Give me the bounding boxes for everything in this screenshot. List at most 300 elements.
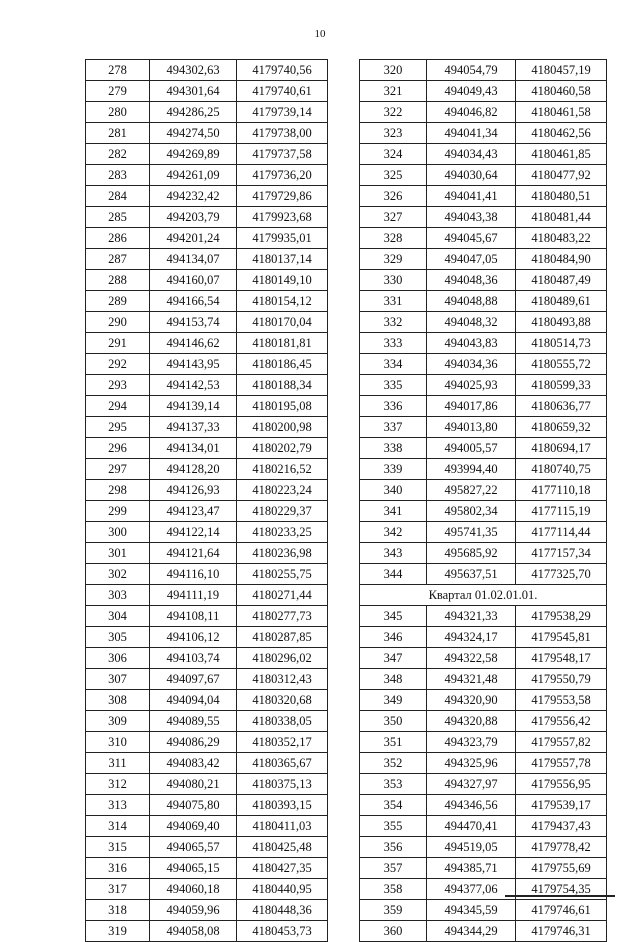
point-number: 310 xyxy=(86,732,150,753)
point-number: 357 xyxy=(360,858,427,879)
x-coordinate: 494123,47 xyxy=(150,501,237,522)
table-row xyxy=(86,144,328,165)
x-coordinate: 494322,58 xyxy=(427,648,516,669)
y-coordinate: 4180555,72 xyxy=(516,354,607,375)
table-row xyxy=(86,543,328,564)
y-coordinate: 4179553,58 xyxy=(516,690,607,711)
x-coordinate: 494327,97 xyxy=(427,774,516,795)
table-row xyxy=(360,753,607,774)
table-row xyxy=(86,81,328,102)
y-coordinate: 4180453,73 xyxy=(237,921,328,942)
x-coordinate: 494017,86 xyxy=(427,396,516,417)
table-row xyxy=(86,564,328,585)
x-coordinate: 494286,25 xyxy=(150,102,237,123)
table-row xyxy=(86,606,328,627)
x-coordinate: 494030,64 xyxy=(427,165,516,186)
table-row xyxy=(360,228,607,249)
point-number: 284 xyxy=(86,186,150,207)
x-coordinate: 494146,62 xyxy=(150,333,237,354)
table-row xyxy=(360,648,607,669)
y-coordinate: 4180277,73 xyxy=(237,606,328,627)
table-row xyxy=(86,732,328,753)
point-number: 306 xyxy=(86,648,150,669)
y-coordinate: 4177157,34 xyxy=(516,543,607,564)
point-number: 315 xyxy=(86,837,150,858)
y-coordinate: 4180740,75 xyxy=(516,459,607,480)
table-row xyxy=(86,501,328,522)
table-row xyxy=(360,816,607,837)
table-row xyxy=(360,669,607,690)
point-number: 311 xyxy=(86,753,150,774)
y-coordinate: 4180480,51 xyxy=(516,186,607,207)
x-coordinate: 494041,41 xyxy=(427,186,516,207)
point-number: 279 xyxy=(86,81,150,102)
point-number: 316 xyxy=(86,858,150,879)
x-coordinate: 494048,32 xyxy=(427,312,516,333)
table-row xyxy=(86,900,328,921)
x-coordinate: 494128,20 xyxy=(150,459,237,480)
x-coordinate: 494470,41 xyxy=(427,816,516,837)
y-coordinate: 4179923,68 xyxy=(237,207,328,228)
point-number: 294 xyxy=(86,396,150,417)
point-number: 329 xyxy=(360,249,427,270)
point-number: 299 xyxy=(86,501,150,522)
x-coordinate: 495802,34 xyxy=(427,501,516,522)
x-coordinate: 494045,67 xyxy=(427,228,516,249)
x-coordinate: 495827,22 xyxy=(427,480,516,501)
y-coordinate: 4179746,31 xyxy=(516,921,607,942)
point-number: 353 xyxy=(360,774,427,795)
x-coordinate: 494058,08 xyxy=(150,921,237,942)
y-coordinate: 4180460,58 xyxy=(516,81,607,102)
point-number: 323 xyxy=(360,123,427,144)
table-row xyxy=(86,627,328,648)
table-row xyxy=(86,480,328,501)
point-number: 340 xyxy=(360,480,427,501)
section-heading-row xyxy=(360,585,607,606)
x-coordinate: 494324,17 xyxy=(427,627,516,648)
section-heading: Квартал 01.02.01.01. xyxy=(360,585,607,606)
y-coordinate: 4180427,35 xyxy=(237,858,328,879)
point-number: 331 xyxy=(360,291,427,312)
x-coordinate: 494013,80 xyxy=(427,417,516,438)
y-coordinate: 4180477,92 xyxy=(516,165,607,186)
point-number: 314 xyxy=(86,816,150,837)
x-coordinate: 494054,79 xyxy=(427,60,516,81)
x-coordinate: 494060,18 xyxy=(150,879,237,900)
x-coordinate: 494116,10 xyxy=(150,564,237,585)
y-coordinate: 4180694,17 xyxy=(516,438,607,459)
y-coordinate: 4180271,44 xyxy=(237,585,328,606)
table-row xyxy=(86,354,328,375)
table-row xyxy=(360,627,607,648)
table-row xyxy=(360,249,607,270)
y-coordinate: 4180375,13 xyxy=(237,774,328,795)
x-coordinate: 494269,89 xyxy=(150,144,237,165)
y-coordinate: 4180599,33 xyxy=(516,375,607,396)
y-coordinate: 4179737,58 xyxy=(237,144,328,165)
y-coordinate: 4179729,86 xyxy=(237,186,328,207)
point-number: 291 xyxy=(86,333,150,354)
table-row xyxy=(360,900,607,921)
point-number: 348 xyxy=(360,669,427,690)
y-coordinate: 4180487,49 xyxy=(516,270,607,291)
point-number: 281 xyxy=(86,123,150,144)
y-coordinate: 4180188,34 xyxy=(237,375,328,396)
point-number: 333 xyxy=(360,333,427,354)
y-coordinate: 4179538,29 xyxy=(516,606,607,627)
x-coordinate: 494041,34 xyxy=(427,123,516,144)
table-row xyxy=(86,921,328,942)
x-coordinate: 494232,42 xyxy=(150,186,237,207)
table-row xyxy=(86,816,328,837)
y-coordinate: 4179754,35 xyxy=(516,879,607,900)
table-row xyxy=(360,60,607,81)
x-coordinate: 494519,05 xyxy=(427,837,516,858)
point-number: 283 xyxy=(86,165,150,186)
x-coordinate: 494097,67 xyxy=(150,669,237,690)
y-coordinate: 4180170,04 xyxy=(237,312,328,333)
x-coordinate: 494049,43 xyxy=(427,81,516,102)
y-coordinate: 4180137,14 xyxy=(237,249,328,270)
table-row xyxy=(360,921,607,942)
y-coordinate: 4179539,17 xyxy=(516,795,607,816)
point-number: 285 xyxy=(86,207,150,228)
table-row xyxy=(86,417,328,438)
table-row xyxy=(86,669,328,690)
y-coordinate: 4180296,02 xyxy=(237,648,328,669)
point-number: 332 xyxy=(360,312,427,333)
table-row xyxy=(86,165,328,186)
x-coordinate: 493994,40 xyxy=(427,459,516,480)
point-number: 356 xyxy=(360,837,427,858)
x-coordinate: 494048,36 xyxy=(427,270,516,291)
table-row xyxy=(86,312,328,333)
point-number: 296 xyxy=(86,438,150,459)
y-coordinate: 4179740,61 xyxy=(237,81,328,102)
point-number: 343 xyxy=(360,543,427,564)
table-row xyxy=(360,333,607,354)
y-coordinate: 4179556,42 xyxy=(516,711,607,732)
table-row xyxy=(86,774,328,795)
x-coordinate: 494346,56 xyxy=(427,795,516,816)
y-coordinate: 4180481,44 xyxy=(516,207,607,228)
y-coordinate: 4180483,22 xyxy=(516,228,607,249)
x-coordinate: 494377,06 xyxy=(427,879,516,900)
y-coordinate: 4179556,95 xyxy=(516,774,607,795)
point-number: 358 xyxy=(360,879,427,900)
table-row xyxy=(86,123,328,144)
x-coordinate: 494201,24 xyxy=(150,228,237,249)
y-coordinate: 4180149,10 xyxy=(237,270,328,291)
table-row xyxy=(86,753,328,774)
point-number: 325 xyxy=(360,165,427,186)
x-coordinate: 495637,51 xyxy=(427,564,516,585)
point-number: 312 xyxy=(86,774,150,795)
x-coordinate: 494134,01 xyxy=(150,438,237,459)
y-coordinate: 4180255,75 xyxy=(237,564,328,585)
point-number: 290 xyxy=(86,312,150,333)
x-coordinate: 494134,07 xyxy=(150,249,237,270)
point-number: 298 xyxy=(86,480,150,501)
x-coordinate: 494385,71 xyxy=(427,858,516,879)
y-coordinate: 4180338,05 xyxy=(237,711,328,732)
y-coordinate: 4180493,88 xyxy=(516,312,607,333)
y-coordinate: 4179550,79 xyxy=(516,669,607,690)
point-number: 337 xyxy=(360,417,427,438)
point-number: 293 xyxy=(86,375,150,396)
point-number: 301 xyxy=(86,543,150,564)
coordinates-table-right-body xyxy=(360,60,607,585)
y-coordinate: 4177114,44 xyxy=(516,522,607,543)
page-number: 10 xyxy=(314,28,326,40)
section-heading-row-group xyxy=(360,585,607,606)
y-coordinate: 4180411,03 xyxy=(237,816,328,837)
point-number: 302 xyxy=(86,564,150,585)
point-number: 287 xyxy=(86,249,150,270)
y-coordinate: 4180461,58 xyxy=(516,102,607,123)
x-coordinate: 494261,09 xyxy=(150,165,237,186)
table-row xyxy=(360,606,607,627)
table-row xyxy=(360,102,607,123)
table-row xyxy=(360,81,607,102)
table-row xyxy=(360,375,607,396)
coordinates-table-left-body xyxy=(86,60,328,942)
table-row xyxy=(360,207,607,228)
x-coordinate: 494005,57 xyxy=(427,438,516,459)
x-coordinate: 494108,11 xyxy=(150,606,237,627)
table-row xyxy=(360,396,607,417)
y-coordinate: 4179935,01 xyxy=(237,228,328,249)
y-coordinate: 4179778,42 xyxy=(516,837,607,858)
y-coordinate: 4180236,98 xyxy=(237,543,328,564)
point-number: 355 xyxy=(360,816,427,837)
x-coordinate: 494048,88 xyxy=(427,291,516,312)
x-coordinate: 494302,63 xyxy=(150,60,237,81)
table-row xyxy=(360,711,607,732)
y-coordinate: 4179736,20 xyxy=(237,165,328,186)
table-row xyxy=(86,270,328,291)
x-coordinate: 494126,93 xyxy=(150,480,237,501)
point-number: 334 xyxy=(360,354,427,375)
point-number: 289 xyxy=(86,291,150,312)
x-coordinate: 494137,33 xyxy=(150,417,237,438)
y-coordinate: 4180393,15 xyxy=(237,795,328,816)
x-coordinate: 494325,96 xyxy=(427,753,516,774)
y-coordinate: 4180457,19 xyxy=(516,60,607,81)
y-coordinate: 4180448,36 xyxy=(237,900,328,921)
point-number: 282 xyxy=(86,144,150,165)
x-coordinate: 494323,79 xyxy=(427,732,516,753)
point-number: 319 xyxy=(86,921,150,942)
x-coordinate: 494065,57 xyxy=(150,837,237,858)
table-row xyxy=(360,186,607,207)
table-row xyxy=(360,564,607,585)
x-coordinate: 494143,95 xyxy=(150,354,237,375)
x-coordinate: 494203,79 xyxy=(150,207,237,228)
x-coordinate: 494139,14 xyxy=(150,396,237,417)
x-coordinate: 494320,90 xyxy=(427,690,516,711)
y-coordinate: 4180365,67 xyxy=(237,753,328,774)
x-coordinate: 494083,42 xyxy=(150,753,237,774)
x-coordinate: 494043,38 xyxy=(427,207,516,228)
y-coordinate: 4180287,85 xyxy=(237,627,328,648)
y-coordinate: 4180229,37 xyxy=(237,501,328,522)
point-number: 344 xyxy=(360,564,427,585)
point-number: 352 xyxy=(360,753,427,774)
y-coordinate: 4179740,56 xyxy=(237,60,328,81)
x-coordinate: 494103,74 xyxy=(150,648,237,669)
y-coordinate: 4180195,08 xyxy=(237,396,328,417)
table-row xyxy=(86,291,328,312)
y-coordinate: 4180216,52 xyxy=(237,459,328,480)
y-coordinate: 4180202,79 xyxy=(237,438,328,459)
point-number: 303 xyxy=(86,585,150,606)
point-number: 359 xyxy=(360,900,427,921)
x-coordinate: 494043,83 xyxy=(427,333,516,354)
x-coordinate: 494089,55 xyxy=(150,711,237,732)
table-row xyxy=(86,60,328,81)
x-coordinate: 494059,96 xyxy=(150,900,237,921)
x-coordinate: 494301,64 xyxy=(150,81,237,102)
x-coordinate: 494034,43 xyxy=(427,144,516,165)
y-coordinate: 4179739,14 xyxy=(237,102,328,123)
point-number: 317 xyxy=(86,879,150,900)
y-coordinate: 4180462,56 xyxy=(516,123,607,144)
y-coordinate: 4180200,98 xyxy=(237,417,328,438)
table-row xyxy=(86,102,328,123)
table-row xyxy=(86,648,328,669)
x-coordinate: 494320,88 xyxy=(427,711,516,732)
y-coordinate: 4180352,17 xyxy=(237,732,328,753)
point-number: 322 xyxy=(360,102,427,123)
point-number: 351 xyxy=(360,732,427,753)
point-number: 327 xyxy=(360,207,427,228)
x-coordinate: 495741,35 xyxy=(427,522,516,543)
table-row xyxy=(360,480,607,501)
x-coordinate: 494274,50 xyxy=(150,123,237,144)
table-row xyxy=(86,795,328,816)
point-number: 341 xyxy=(360,501,427,522)
x-coordinate: 494121,64 xyxy=(150,543,237,564)
x-coordinate: 494153,74 xyxy=(150,312,237,333)
point-number: 350 xyxy=(360,711,427,732)
point-number: 349 xyxy=(360,690,427,711)
coordinates-table-left xyxy=(85,59,328,942)
table-row xyxy=(360,795,607,816)
y-coordinate: 4180312,43 xyxy=(237,669,328,690)
point-number: 347 xyxy=(360,648,427,669)
point-number: 288 xyxy=(86,270,150,291)
table-row xyxy=(360,291,607,312)
x-coordinate: 494160,07 xyxy=(150,270,237,291)
x-coordinate: 494122,14 xyxy=(150,522,237,543)
table-row xyxy=(360,501,607,522)
table-row xyxy=(86,837,328,858)
point-number: 286 xyxy=(86,228,150,249)
table-row xyxy=(86,375,328,396)
y-coordinate: 4180320,68 xyxy=(237,690,328,711)
y-coordinate: 4180514,73 xyxy=(516,333,607,354)
point-number: 328 xyxy=(360,228,427,249)
x-coordinate: 494321,48 xyxy=(427,669,516,690)
point-number: 308 xyxy=(86,690,150,711)
x-coordinate: 494166,54 xyxy=(150,291,237,312)
point-number: 304 xyxy=(86,606,150,627)
y-coordinate: 4180181,81 xyxy=(237,333,328,354)
x-coordinate: 494047,05 xyxy=(427,249,516,270)
point-number: 307 xyxy=(86,669,150,690)
point-number: 335 xyxy=(360,375,427,396)
table-row xyxy=(360,165,607,186)
y-coordinate: 4179738,00 xyxy=(237,123,328,144)
table-row xyxy=(86,228,328,249)
point-number: 320 xyxy=(360,60,427,81)
table-row xyxy=(360,417,607,438)
y-coordinate: 4179545,81 xyxy=(516,627,607,648)
table-row xyxy=(86,858,328,879)
point-number: 300 xyxy=(86,522,150,543)
footer-divider xyxy=(505,895,615,897)
point-number: 292 xyxy=(86,354,150,375)
table-row xyxy=(86,879,328,900)
table-row xyxy=(86,396,328,417)
x-coordinate: 494345,59 xyxy=(427,900,516,921)
x-coordinate: 494069,40 xyxy=(150,816,237,837)
y-coordinate: 4179557,78 xyxy=(516,753,607,774)
x-coordinate: 494094,04 xyxy=(150,690,237,711)
table-row xyxy=(360,354,607,375)
point-number: 313 xyxy=(86,795,150,816)
y-coordinate: 4180489,61 xyxy=(516,291,607,312)
table-row xyxy=(86,585,328,606)
table-row xyxy=(360,459,607,480)
x-coordinate: 494142,53 xyxy=(150,375,237,396)
y-coordinate: 4179437,43 xyxy=(516,816,607,837)
table-row xyxy=(360,858,607,879)
y-coordinate: 4180233,25 xyxy=(237,522,328,543)
point-number: 345 xyxy=(360,606,427,627)
x-coordinate: 494065,15 xyxy=(150,858,237,879)
table-row xyxy=(360,312,607,333)
table-row xyxy=(360,837,607,858)
x-coordinate: 494086,29 xyxy=(150,732,237,753)
table-row xyxy=(86,207,328,228)
table-row xyxy=(360,438,607,459)
y-coordinate: 4179746,61 xyxy=(516,900,607,921)
y-coordinate: 4180636,77 xyxy=(516,396,607,417)
y-coordinate: 4180440,95 xyxy=(237,879,328,900)
x-coordinate: 494106,12 xyxy=(150,627,237,648)
point-number: 321 xyxy=(360,81,427,102)
point-number: 338 xyxy=(360,438,427,459)
table-row xyxy=(360,774,607,795)
point-number: 309 xyxy=(86,711,150,732)
table-row xyxy=(86,438,328,459)
table-row xyxy=(360,732,607,753)
coordinates-table-right-section-body xyxy=(360,606,607,942)
x-coordinate: 495685,92 xyxy=(427,543,516,564)
table-row xyxy=(360,123,607,144)
table-row xyxy=(86,249,328,270)
point-number: 324 xyxy=(360,144,427,165)
point-number: 360 xyxy=(360,921,427,942)
y-coordinate: 4180223,24 xyxy=(237,480,328,501)
y-coordinate: 4180484,90 xyxy=(516,249,607,270)
x-coordinate: 494075,80 xyxy=(150,795,237,816)
table-row xyxy=(360,270,607,291)
table-row xyxy=(86,186,328,207)
